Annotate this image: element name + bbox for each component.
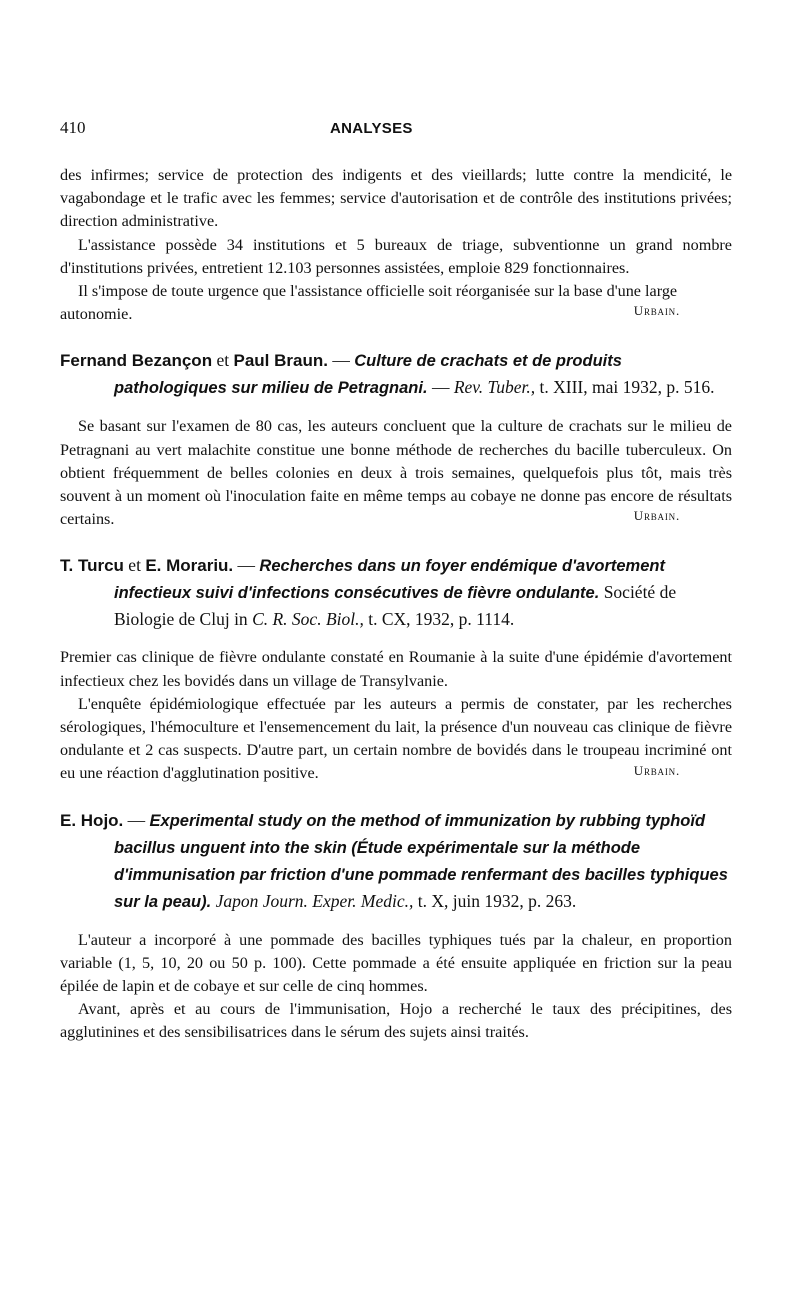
analysis-3-subtitle: (Étude expérimentale sur la méthode d'immunisation par friction d'une pommade renfermant des bacilles typhiques sur la peau). <box>114 838 728 911</box>
analysis-1-et: et <box>216 350 230 371</box>
analysis-1-title: Culture de crachats et de produits pathologiques sur milieu de Petragnani. <box>114 352 622 398</box>
analysis-1-heading <box>60 347 732 401</box>
analysis-3-dash: — <box>127 809 146 830</box>
analysis-1-body <box>60 415 732 529</box>
analysis-1-signature: Urbain. <box>633 508 680 524</box>
intro-paragraph-3: Il s'impose de toute urgence que l'assistance officielle soit réorganisée sur la base d'une large autonomie. <box>60 282 678 324</box>
analysis-1-journal: Rev. Tuber., <box>453 377 536 398</box>
journal-page <box>60 118 732 1045</box>
analysis-bezancon-braun <box>60 347 732 529</box>
analysis-2-journal: C. R. Soc. Biol., <box>252 609 364 630</box>
analysis-hojo <box>60 807 732 1045</box>
analysis-1-author-1: Fernand Bezançon <box>60 351 213 371</box>
analysis-2-citation-b: t. CX, 1932, p. 1114. <box>368 609 515 630</box>
analysis-2-paragraph-2: L'enquête épidémiologique effectuée par les auteurs a permis de constater, par les recherches sérologiques, l'hémoculture et l'ensemencement du lait, la présence d'un nouveau cas clinique de fièvre ondulante et 2 cas suspects. D'autre part, un certain nombre de bovidés dans le troupeau incriminé ont eu une réaction d'agglutination positive. <box>60 694 732 783</box>
analysis-2-et: et <box>128 555 141 576</box>
analysis-1-author-2: Paul Braun. <box>233 351 328 371</box>
analysis-2-author-2: E. Morariu. <box>145 556 234 576</box>
analysis-2-signature: Urbain. <box>633 762 680 778</box>
analysis-turcu-morariu <box>60 552 732 783</box>
analysis-3-body <box>60 929 732 1045</box>
analysis-2-paragraph-1: Premier cas clinique de fièvre ondulante constaté en Roumanie à la suite d'une épidémie d'avortement infectieux chez les bovidés dans un village de Transylvanie. <box>60 648 732 690</box>
intro-closing-line <box>60 280 732 326</box>
intro-paragraph-2: L'assistance possède 34 institutions et 5 bureaux de triage, subventionne un grand nombre d'institutions privées, entretient 12.103 personnes assistées, emploie 829 fonctionnaires. <box>60 235 732 277</box>
intro-paragraph-1: des infirmes; service de protection des indigents et des vieillards; lutte contre la mendicité, le vagabondage et le trafic avec les femmes; service d'autorisation et de contrôle des institutions privées; direction administrative. <box>60 166 732 231</box>
analysis-2-citation-a: Société de Biologie de Cluj in <box>114 582 677 630</box>
analysis-3-paragraph-1: L'auteur a incorporé à une pommade des bacilles typhiques tués par la chaleur, en proportion variable (1, 5, 10, 20 ou 50 p. 100). Cette pommade a été ensuite appliquée en friction sur la peau épilée de lapin et de cobaye et sur celle de cinq hommes. <box>60 930 732 996</box>
analysis-3-title: Experimental study on the method of immunization by rubbing typhoïd bacillus unguent into the skin <box>114 811 706 857</box>
analysis-3-heading <box>60 807 732 915</box>
running-head: ANALYSES <box>330 120 413 137</box>
analysis-1-dash-2: — <box>431 377 450 398</box>
analysis-2-title: Recherches dans un foyer endémique d'avortement infectieux suivi d'infections consécutives de fièvre ondulante. <box>114 557 665 603</box>
analysis-1-paragraph: Se basant sur l'examen de 80 cas, les auteurs concluent que la culture de crachats sur le milieu de Petragnani au vert malachite constitue une bonne méthode de recherches du bacille tuberculeux. On obtient fréquemment de belles colonies en deux à trois semaines, quelquefois plus tôt, mais très souvent à un moment où l'inoculation faite en même temps au cobaye ne donne pas encore de résultats certains. <box>60 417 732 529</box>
analysis-1-citation: t. XIII, mai 1932, p. 516. <box>539 377 715 398</box>
page-header <box>60 118 732 152</box>
analysis-2-author-1: T. Turcu <box>60 556 124 576</box>
analysis-3-citation: t. X, juin 1932, p. 263. <box>417 890 577 911</box>
analysis-2-heading <box>60 552 732 632</box>
previous-analysis-continuation <box>60 164 732 324</box>
analysis-1-dash: — <box>332 350 350 371</box>
analysis-2-dash: — <box>237 555 256 576</box>
intro-signature: Urbain. <box>633 303 680 319</box>
analysis-2-body <box>60 646 732 783</box>
analysis-3-journal: Japon Journ. Exper. Medic., <box>215 890 414 911</box>
analysis-3-paragraph-2: Avant, après et au cours de l'immunisation, Hojo a recherché le taux des précipitines, des agglutinines et des sensibilisatrices dans le sérum des sujets ainsi traités. <box>60 1000 732 1042</box>
page-number: 410 <box>60 118 86 137</box>
analysis-3-author: E. Hojo. <box>60 810 124 830</box>
analysis-1-signature-line <box>60 508 732 524</box>
